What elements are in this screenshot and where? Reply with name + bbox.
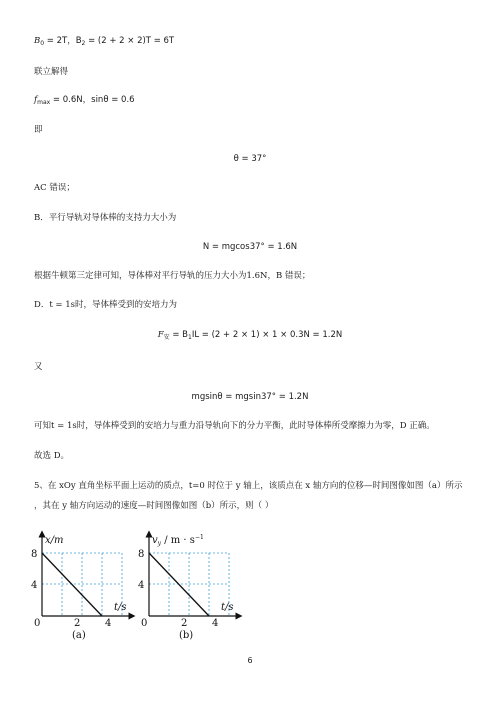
graph-a-data-line xyxy=(42,553,102,616)
graph-b-xlabel: t/s xyxy=(221,602,234,613)
question-5-line-2: ，其在 y 轴方向运动的速度—时间图像如图（b）所示，则（ ） xyxy=(34,501,274,511)
newton-third-text: 根据牛顿第三定律可知，导体棒对平行导轨的压力大小为1.6N，B 错误； xyxy=(34,271,311,281)
conclusion-text: 可知t = 1s时，导体棒受到的安培力与重力沿导轨向下的分力平衡，此时导体棒所受摩擦力为零，D 正确。 xyxy=(34,421,435,431)
graph-a-xtick-2: 2 xyxy=(74,618,81,629)
graph-b-caption: (b) xyxy=(179,630,194,641)
graph-a-ytick-4: 4 xyxy=(31,580,38,591)
graph-a-xtick-4: 4 xyxy=(105,618,112,629)
page-number: 6 xyxy=(247,656,253,665)
ac-wrong-text: AC 错误； xyxy=(34,183,75,193)
graph-a-origin: 0 xyxy=(34,618,41,629)
graph-a-displacement-time xyxy=(28,530,136,645)
gravity-component-formula: mgsinθ = mgsin37° = 1.2N xyxy=(191,392,309,402)
graph-a-caption: (a) xyxy=(72,630,86,641)
graph-b-ylabel: $v_y / m \cdot s^{-1}$ xyxy=(152,534,204,547)
option-d-text: D．t = 1s时，导体棒受到的安培力为 xyxy=(34,300,178,310)
you-text: 又 xyxy=(34,362,43,372)
graph-a-grid xyxy=(42,553,122,616)
question-5-line-1: 5、在 xOy 直角坐标平面上运动的质点，t=0 时位于 y 轴上，该质点在 x 轴方向的位移—时间图像如图（a）所示 xyxy=(34,481,463,491)
graph-b-ytick-4: 4 xyxy=(138,580,145,591)
graph-b-xtick-2: 2 xyxy=(181,618,188,629)
graph-b-data-line xyxy=(149,553,209,616)
ampere-force-formula: $F_安 = B_1IL = (2 + 2 \times 1) \times 1 \times 0.3N = 1.2N$ xyxy=(157,330,343,341)
solve-joint-text: 联立解得 xyxy=(34,67,69,77)
graph-b-ytick-8: 8 xyxy=(138,549,145,560)
graph-a-xlabel: t/s xyxy=(114,602,127,613)
answer-text: 故选 D。 xyxy=(34,451,70,461)
theta-formula: θ = 37° xyxy=(233,154,267,164)
graph-a-ytick-8: 8 xyxy=(31,549,38,560)
ji-text: 即 xyxy=(34,125,43,135)
graph-b-velocity-time xyxy=(135,530,245,645)
graph-a-ylabel: x/m xyxy=(45,535,64,546)
graph-b-xtick-4: 4 xyxy=(212,618,219,629)
graph-b-grid xyxy=(149,553,229,616)
normal-force-formula: N = mgcos37° = 1.6N xyxy=(202,242,298,252)
b-values-line: $B_0 = 2T$，$B_2 = (2 + 2 \times 2)T = 6T$ xyxy=(34,36,175,47)
f-max-line: $f_{max} = 0.6N$，sinθ = 0.6 xyxy=(34,95,135,106)
option-b-text: B．平行导轨对导体棒的支持力大小为 xyxy=(34,213,177,223)
graph-b-origin: 0 xyxy=(141,618,148,629)
